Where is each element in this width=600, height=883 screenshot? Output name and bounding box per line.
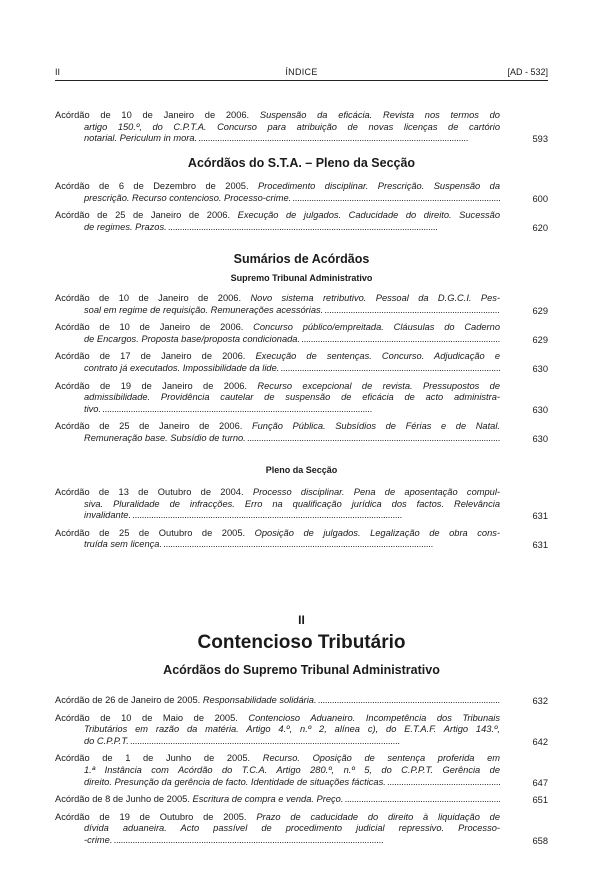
entry-group-pleno [55,487,548,557]
toc-entry [55,381,548,416]
entry-line-continued [55,765,500,777]
entry-subject-continued: Tributários em razão da matéria. Artigo 4.º, n.º 2, alínea c), do E.T.A.F. Artigo 143.º, [84,724,500,735]
toc-entry [55,293,548,316]
entry-decision-date: Acórdão de 25 de Outubro de 2005. [55,527,246,538]
entry-page-number: 593 [532,134,548,145]
toc-entry [55,322,548,345]
entry-page-number: 631 [532,511,548,522]
entry-decision-date: Acórdão de 8 de Junho de 2005. [55,794,190,805]
entry-subject-continued: siva. Pluralidade de infracções. Erro na qualificação jurídica dos factos. Relevância [84,498,500,509]
entry-page-number: 632 [532,696,548,706]
entry-line-first [55,528,500,540]
entry-decision-date: Acórdão de 17 de Janeiro de 2006. [55,351,246,362]
entry-decision-date: Acórdão de 10 de Maio de 2005. [55,712,238,723]
entry-page-number: 630 [532,404,548,415]
header-part-number: II [55,67,61,77]
part-title: Contencioso Tributário [197,632,406,653]
entry-subject-end: contrato já executados. Impossibilidade da lide. [84,362,280,373]
entry-line-last [55,510,500,522]
entry-subject-continued: 1.ª Instância com Acórdão do T.C.A. Artigo 280.º, n.º 5, do C.P.P.T. Gerência de [84,764,500,775]
entry-page-number: 658 [532,835,548,846]
entry-subject: Novo sistema retributivo. Pessoal da D.G.C.I. Pes- [250,293,500,303]
entry-subject: Execução de sentenças. Concurso. Adjudicação e [255,351,500,362]
entry-line-last [55,305,500,317]
entry-line-first [55,753,500,765]
entry-page-number: 642 [532,736,548,747]
entry-page-number: 651 [532,795,548,806]
heading-sumarios: Sumários de Acórdãos [233,252,370,266]
entry-group-tributario [55,695,548,853]
toc-entry [55,794,548,806]
subheading-pleno: Pleno da Secção [265,465,338,475]
entry-line-first [55,713,500,725]
entry-page-number: 647 [532,777,548,788]
entry-line-last [55,363,500,375]
entry-group-sumarios [55,293,548,451]
entry-line-last [55,539,500,551]
entry-line-last [55,334,500,346]
entry-line-first [55,110,500,122]
entry-line-last [55,133,500,145]
heading-acordaos-sta: Acórdãos do Supremo Tribunal Administrativo [163,663,440,677]
toc-entry [55,753,548,788]
header-reference: [AD - 532] [507,67,548,77]
entry-line-last [55,736,500,748]
entry-line-last [55,777,500,789]
entry-subject: Função Pública. Subsídios de Férias e de Natal. [251,421,500,432]
entry-line-continued [55,724,500,736]
entry-decision-date: Acórdão de 13 de Outubro de 2004. [55,487,244,497]
entry-subject: Procedimento disciplinar. Prescrição. Suspensão da [257,181,500,191]
toc-entry [55,528,548,551]
entry-decision-date: Acórdão de 6 de Dezembro de 2005. [55,181,249,191]
entry-line-last [55,433,500,445]
entry-subject-end: do C.P.P.T. [84,735,129,746]
entry-line-continued [55,122,500,134]
page-header [55,65,548,81]
entry-decision-date: Acórdão de 10 de Janeiro de 2006. [55,110,250,120]
entry-subject-continued: admissibilidade. Providência cautelar de suspensão de eficácia de acto administra- [84,392,500,403]
entry-subject-end: de Encargos. Proposta base/proposta condicionada. [84,333,301,344]
entry-line-continued [55,823,500,835]
entry-subject: Processo disciplinar. Pena de aposentação compul- [252,487,500,497]
entry-subject-end: -crime. [84,834,113,845]
subheading-sta: Supremo Tribunal Administrativo [230,273,373,283]
entry-subject: Escritura de compra e venda. Preço. [192,794,344,805]
entry-page-number: 629 [532,305,548,316]
entry-subject-end: direito. Presunção da gerência de facto. Identidade de situações fácticas. [84,776,386,787]
entry-subject: Prazo de caducidade do direito à liquidação de [256,811,500,822]
entry-line-last [55,193,500,205]
entry-subject: Oposição de julgados. Legalização de obra cons- [254,527,500,538]
entry-line-first [55,421,500,433]
entry-decision-date: Acórdão de 26 de Janeiro de 2005. [55,695,201,705]
entry-subject-end: tivo. [84,403,102,414]
entry-subject: Contencioso Aduaneiro. Incompetência dos Tribunais [248,712,500,723]
entry-subject-continued: artigo 150.º, do C.P.T.A. Concurso para atribuição de novas licenças de cartório [84,121,500,132]
entry-decision-date: Acórdão de 19 de Janeiro de 2006. [55,380,248,391]
entry-line-first [55,381,500,393]
entry-decision-date: Acórdão de 10 de Janeiro de 2006. [55,293,242,303]
entry-subject: Responsabilidade solidária. [202,695,317,705]
entry-subject-continued: dívida aduaneira. Acto passível de procedimento judicial repressivo. Processo- [84,823,500,834]
entry-line-first [55,487,500,499]
entry-subject-end: truída sem licença. [84,539,163,550]
toc-entry [55,812,548,847]
entry-page-number: 600 [532,193,548,204]
entry-line-last [55,222,500,234]
entry-line-first [55,695,500,707]
entry-line-continued [55,392,500,404]
part-roman-numeral: II [298,613,305,627]
entry-decision-date: Acórdão de 25 de Janeiro de 2006. [55,210,231,221]
entry-line-continued [55,499,500,511]
entry-subject: Recurso. Oposição de sentença proferida em [262,753,500,764]
entry-line-first [55,794,500,806]
entry-decision-date: Acórdão de 1 de Junho de 2005. [55,753,251,764]
toc-entry [55,210,548,233]
entry-line-first [55,210,500,222]
entry-subject-end: Remuneração base. Subsídio de turno. [84,432,246,443]
entry-group-intro [55,110,548,151]
entry-decision-date: Acórdão de 25 de Janeiro de 2006. [55,421,243,432]
entry-subject: Execução de julgados. Caducidade do direito. Sucessão [237,210,501,221]
entry-page-number: 630 [532,363,548,374]
entry-subject: Recurso excepcional de revista. Pressupostos de [257,380,501,391]
toc-entry [55,421,548,444]
toc-entry [55,181,548,204]
entry-subject-end: notarial. Periculum in mora. [84,133,198,144]
header-rule [55,80,548,81]
toc-entry [55,351,548,374]
entry-decision-date: Acórdão de 19 de Outubro de 2005. [55,811,247,822]
entry-page-number: 631 [532,540,548,551]
entry-page-number: 620 [532,222,548,233]
entry-line-first [55,293,500,305]
entry-subject-end: soal em regime de requisição. Remunerações acessórias. [84,304,324,315]
entry-line-last [55,404,500,416]
entry-subject: Suspensão da eficácia. Revista nos termos do [259,110,500,120]
heading-sta-pleno: Acórdãos do S.T.A. – Pleno da Secção [187,156,416,170]
entry-line-first [55,351,500,363]
toc-entry [55,487,548,522]
entry-group-sta-pleno [55,181,548,239]
entry-subject-end: prescrição. Recurso contencioso. Processo-crime. [84,192,292,203]
toc-entry [55,695,548,707]
entry-decision-date: Acórdão de 10 de Janeiro de 2006. [55,322,244,333]
toc-entry [55,713,548,748]
entry-line-last [55,835,500,847]
entry-subject-end: de regimes. Prazos. [84,221,167,232]
entry-subject: Concurso público/empreitada. Cláusulas do Caderno [253,322,500,333]
entry-page-number: 629 [532,334,548,345]
header-title: ÍNDICE [285,67,318,77]
toc-entry [55,110,548,145]
entry-line-first [55,181,500,193]
entry-page-number: 630 [532,433,548,444]
entry-line-first [55,812,500,824]
entry-line-first [55,322,500,334]
entry-subject-end: invalidante. [84,510,132,521]
